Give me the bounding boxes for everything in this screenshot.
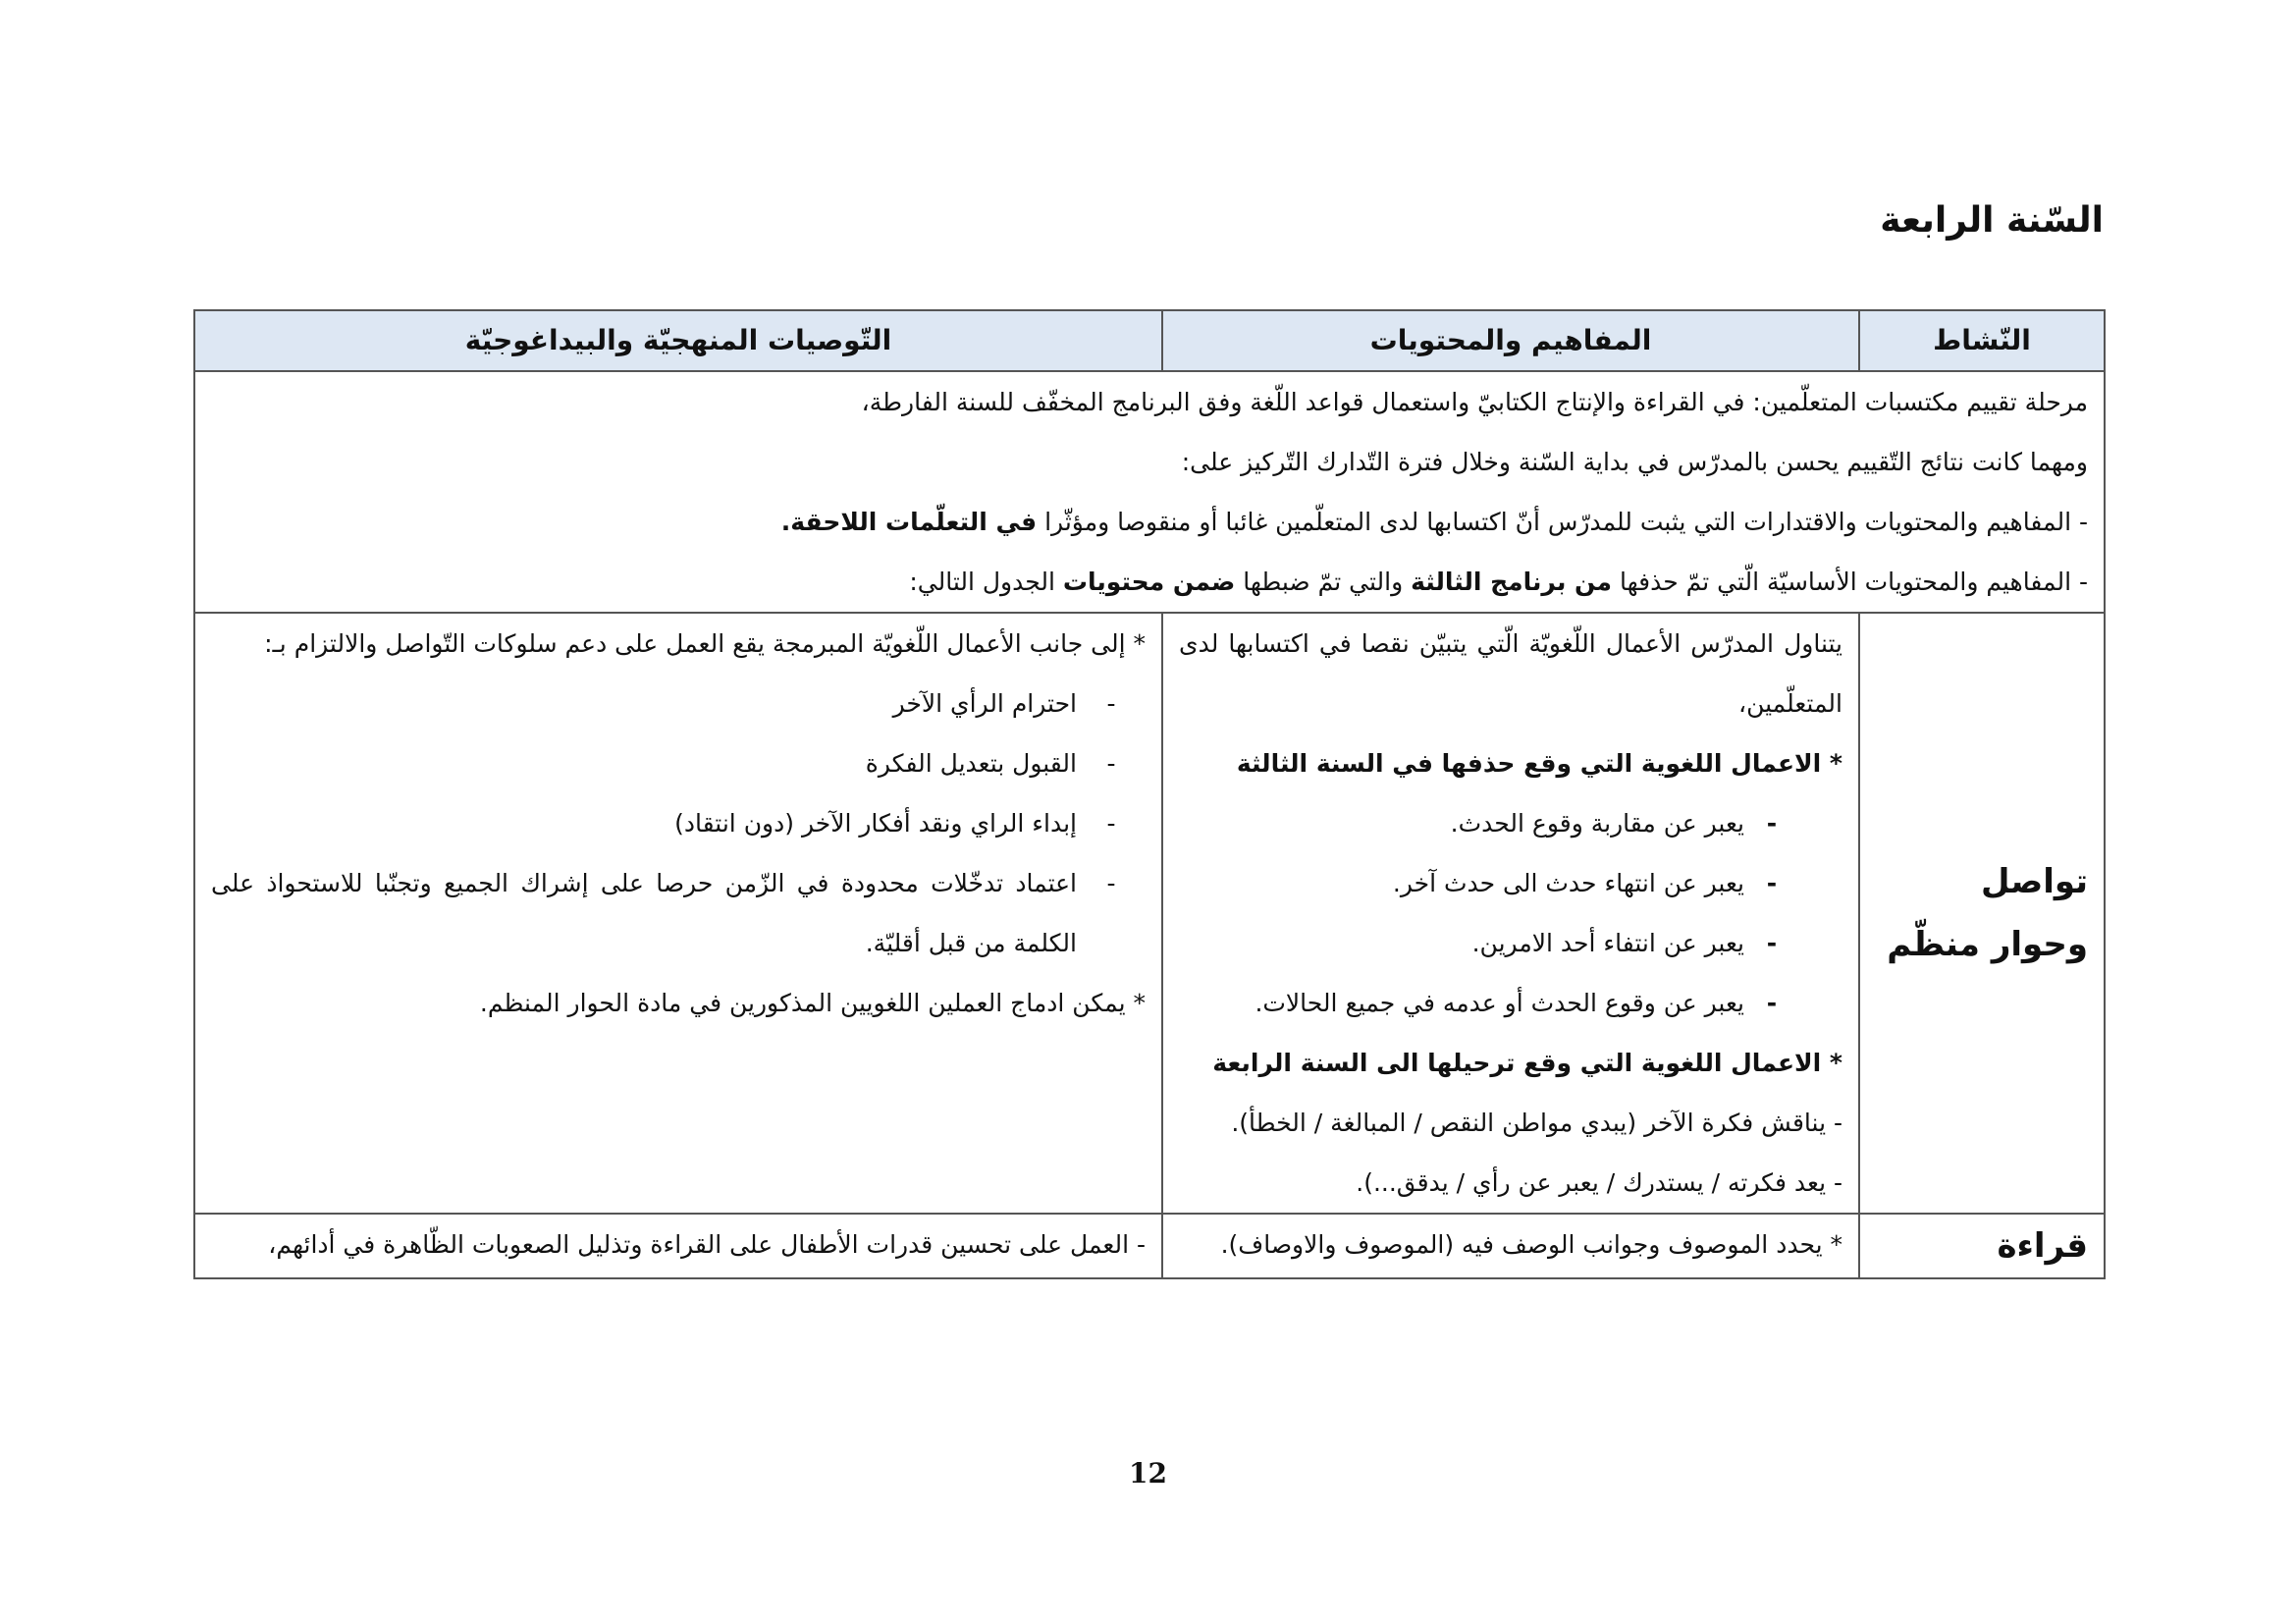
page-title: السّنة الرابعة [1880, 200, 2104, 241]
concepts-intro: يتناول المدرّس الأعمال اللّغويّة الّتي يتبيّن نقصا في اكتسابها لدى المتعلّمين، [1179, 629, 1842, 718]
header-recommendations: التّوصيات المنهجيّة والبيداغوجيّة [194, 310, 1162, 371]
page-number: 12 [1129, 1457, 1167, 1489]
intro-emphasis: ضمن محتويات [1062, 568, 1236, 596]
concepts-heading: * الاعمال اللغوية التي وقع حذفها في السنة الثالثة [1236, 749, 1842, 778]
program-table [193, 309, 2106, 1279]
list-item-text: يعبر عن انتهاء حدث الى حدث آخر. [1392, 869, 1744, 897]
dash-marker: - [1106, 689, 1116, 718]
dash-marker: - [1106, 749, 1116, 778]
concepts-paragraph: - يعد فكرته / يستدرك / يعبر عن رأي / يدقق...). [1356, 1168, 1842, 1197]
recommendations-note: * يمكن ادماج العملين اللغويين المذكورين في مادة الحوار المنظم. [479, 989, 1146, 1017]
dash-marker: - [1766, 809, 1778, 838]
list-item [1179, 913, 1842, 973]
intro-line [211, 492, 2088, 552]
concepts-paragraph: * يحدد الموصوف وجوانب الوصف فيه (الموصوف والاوصاف). [1220, 1230, 1842, 1259]
intro-text: - المفاهيم والمحتويات الأساسيّة الّتي تمّ حذفها [1612, 568, 2088, 596]
header-concepts: المفاهيم والمحتويات [1162, 310, 1859, 371]
list-item-text: يعبر عن وقوع الحدث أو عدمه في جميع الحالات. [1255, 989, 1744, 1017]
list-item-text: إبداء الراي ونقد أفكار الآخر (دون انتقاد) [674, 809, 1077, 838]
recommendations-cell [194, 613, 1162, 1214]
dash-marker: - [1766, 929, 1778, 957]
list-item-text: احترام الرأي الآخر [892, 689, 1077, 718]
dash-marker: - [1766, 869, 1778, 897]
intro-line [211, 552, 2088, 612]
list-item [1179, 793, 1842, 853]
table-row [194, 613, 2105, 1214]
list-item-text: يعبر عن مقاربة وقوع الحدث. [1450, 809, 1744, 838]
list-item-text: اعتماد تدخّلات محدودة في الزّمن حرصا على إشراك الجميع وتجنّبا للاستحواذ على الكلمة من قبل أقليّة. [211, 869, 1077, 957]
intro-text: والتي تمّ ضبطها [1235, 568, 1412, 596]
header-activity: النّشاط [1859, 310, 2105, 371]
recommendations-paragraph: - العمل على تحسين قدرات الأطفال على القراءة وتذليل الصعوبات الظّاهرة في أدائهم، [268, 1230, 1146, 1259]
concepts-cell [1162, 613, 1859, 1214]
intro-emphasis: في التعلّمات اللاحقة. [780, 508, 1038, 536]
concepts-heading: * الاعمال اللغوية التي وقع ترحيلها الى السنة الرابعة [1212, 1049, 1842, 1077]
list-item [211, 793, 1146, 853]
list-item [1179, 853, 1842, 913]
list-item-text: القبول بتعديل الفكرة [865, 749, 1077, 778]
dash-marker: - [1106, 809, 1116, 838]
intro-cell [194, 371, 2105, 613]
list-item [211, 674, 1146, 733]
intro-text: الجدول التالي: [909, 568, 1063, 596]
list-item [1179, 973, 1842, 1033]
activity-cell: تواصل وحوار منظّم [1859, 613, 2105, 1214]
recommendations-cell [194, 1214, 1162, 1278]
concepts-cell [1162, 1214, 1859, 1278]
dash-marker: - [1106, 869, 1116, 897]
intro-emphasis: من برنامج الثالثة [1411, 568, 1613, 596]
intro-line: ومهما كانت نتائج التّقييم يحسن بالمدرّس في بداية السّنة وخلال فترة التّدارك التّركيز على: [1181, 448, 2088, 476]
list-item [211, 733, 1146, 793]
concepts-paragraph: - يناقش فكرة الآخر (يبدي مواطن النقص / المبالغة / الخطأ). [1231, 1109, 1842, 1137]
dash-marker: - [1766, 989, 1778, 1017]
list-item [211, 853, 1146, 973]
activity-cell: قراءة [1859, 1214, 2105, 1278]
table-header-row [194, 310, 2105, 371]
intro-row [194, 371, 2105, 613]
intro-line: مرحلة تقييم مكتسبات المتعلّمين: في القراءة والإنتاج الكتابيّ واستعمال قواعد اللّغة وفق البرنامج المخفّف للسنة الفارطة، [861, 388, 2088, 416]
list-item-text: يعبر عن انتفاء أحد الامرين. [1471, 929, 1744, 957]
table-row [194, 1214, 2105, 1278]
intro-text: - المفاهيم والمحتويات والاقتدارات التي يثبت للمدرّس أنّ اكتسابها لدى المتعلّمين غائبا أو منقوصا ومؤثّرا [1037, 508, 2088, 536]
recommendations-intro: * إلى جانب الأعمال اللّغويّة المبرمجة يقع العمل على دعم سلوكات التّواصل والالتزام بـ: [264, 629, 1146, 658]
